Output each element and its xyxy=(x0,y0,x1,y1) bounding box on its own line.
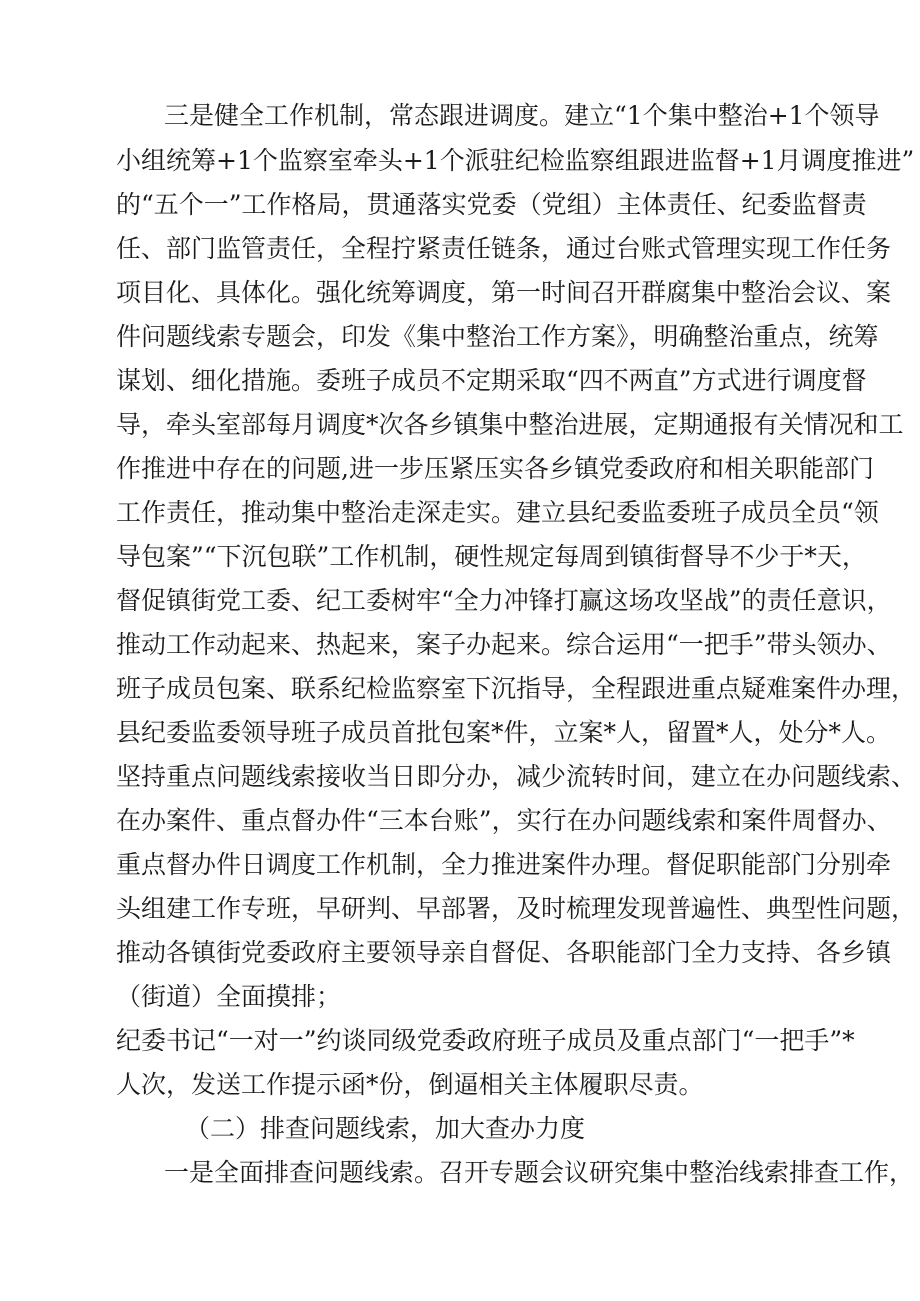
paragraph-line: 在办案件、重点督办件“三本台账”，实行在办问题线索和案件周督办、 xyxy=(116,806,892,835)
paragraph-line: 班子成员包案、联系纪检监察室下沉指导，全程跟进重点疑难案件办理， xyxy=(116,674,917,703)
paragraph-line: 县纪委监委领导班子成员首批包案*件，立案*人，留置*人，处分*人。 xyxy=(116,718,892,747)
paragraph-line: 一是全面排查问题线索。召开专题会议研究集中整治线索排查工作， xyxy=(164,1158,915,1187)
paragraph-line: 头组建工作专班，早研判、早部署，及时梳理发现普遍性、典型性问题， xyxy=(116,894,917,923)
paragraph-line: 导，牵头室部每月调度*次各乡镇集中整治进展，定期通报有关情况和工 xyxy=(116,410,904,439)
paragraph-line: 任、部门监管责任，全程拧紧责任链条，通过台账式管理实现工作任务 xyxy=(116,234,892,263)
paragraph-line: 推动各镇街党委政府主要领导亲自督促、各职能部门全力支持、各乡镇 xyxy=(116,938,892,967)
paragraph-line: 作推进中存在的问题,进一步压紧压实各乡镇党委政府和相关职能部门 xyxy=(116,454,874,483)
paragraph-line: 小组统筹+1个监察室牵头+1个派驻纪检监察组跟进监督+1月调度推进” xyxy=(116,146,915,175)
paragraph-line: 督促镇街党工委、纪工委树牢“全力冲锋打赢这场攻坚战”的责任意识， xyxy=(116,586,892,615)
paragraph-line: 件问题线索专题会，印发《集中整治工作方案》，明确整治重点，统筹 xyxy=(116,322,879,351)
paragraph-line: 重点督办件日调度工作机制，全力推进案件办理。督促职能部门分别牵 xyxy=(116,850,892,879)
section-heading: （二）排查问题线索，加大查办力度 xyxy=(185,1114,586,1143)
paragraph-line: 谋划、细化措施。委班子成员不定期采取“四不两直”方式进行调度督 xyxy=(116,366,867,395)
paragraph-line: 的“五个一”工作格局，贯通落实党委（党组）主体责任、纪委监督责 xyxy=(116,190,867,219)
paragraph-line: 导包案”“下沉包联”工作机制，硬性规定每周到镇街督导不少于*天， xyxy=(116,542,867,571)
paragraph-line: 坚持重点问题线索接收当日即分办，减少流转时间，建立在办问题线索、 xyxy=(116,762,917,791)
paragraph-line: 三是健全工作机制，常态跟进调度。建立“1个集中整治+1个领导 xyxy=(164,101,880,130)
paragraph-line: 工作责任，推动集中整治走深走实。建立县纪委监委班子成员全员“领 xyxy=(116,498,879,527)
paragraph-line: 推动工作动起来、热起来，案子办起来。综合运用“一把手”带头领办、 xyxy=(116,630,892,659)
paragraph-line: 人次，发送工作提示函*份，倒逼相关主体履职尽责。 xyxy=(116,1070,704,1099)
paragraph-line: 项目化、具体化。强化统筹调度，第一时间召开群腐集中整治会议、案 xyxy=(116,278,892,307)
paragraph-line: 纪委书记“一对一”约谈同级党委政府班子成员及重点部门“一把手”* xyxy=(116,1026,855,1055)
paragraph-line: （街道）全面摸排； xyxy=(116,982,342,1011)
